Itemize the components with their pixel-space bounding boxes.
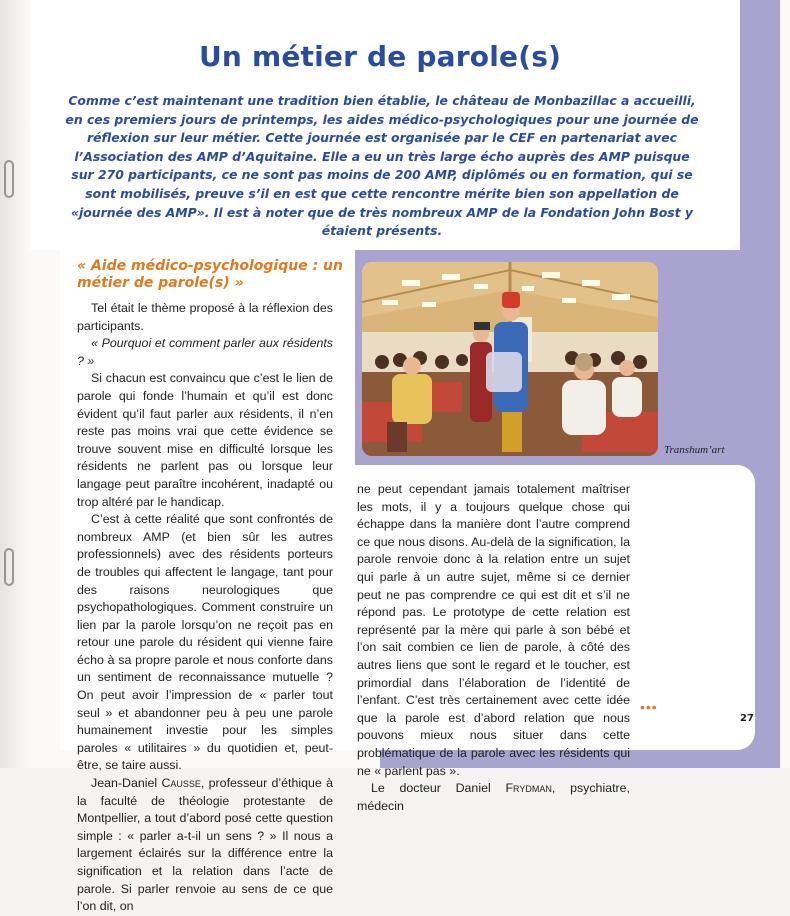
paragraph: Si chacun est convaincu que c’est le lien de parole qui fonde l’humain et qu’il est donc évident qu’il faut parler aux résidents, il n’en reste pas moins vrai que cette évidence se trouve souvent mise en difficulté lorsque les résidents ne parlent pas ou lorsque leur langage peut paraître incohérent, inadapté ou trop altéré par le handicap. xyxy=(77,371,333,509)
paragraph xyxy=(357,780,630,815)
article-title: Un métier de parole(s) xyxy=(198,40,562,73)
paragraph: Tel était le thème proposé à la réflexion des participants. xyxy=(77,301,333,333)
paragraph: ne peut cependant jamais totalement maîtriser les mots, il y a toujours quelque chose qui échappe dans la manière dont l’autre comprend ce que nous disons. Au-delà de la signification, la parole renvoie donc à la relation entre un sujet qui parle à un autre sujet, même si ce dernier peut ne pas comprendre ce qui est dit et s’il ne répond pas. Le prototype de cette relation est représenté par la mère qui parle à son bébé et l’on sait combien ce lien de parole, à côté des autres liens que sont le regard et le toucher, est primordial dans l’élaboration de l’identité de l’enfant. C’est très certainement avec cette idée que la parole est d’abord relation que nous pouvons mieux nous situer dans cette problématique de la parole avec les résidents qui ne « parlent pas ». xyxy=(357,482,630,778)
paragraph-text: , psychiatre, médecin xyxy=(357,781,630,813)
right-text-column xyxy=(357,481,630,815)
event-photo-illustration xyxy=(362,262,658,456)
speaker-last-name: Causse xyxy=(161,776,201,791)
speaker-first-name: Jean-Daniel xyxy=(91,776,162,791)
binding-clip-bottom xyxy=(4,548,14,586)
article-intro: Comme c’est maintenant une tradition bien établie, le château de Monbazillac a accueilli, en ces premiers jours de printemps, les aides médico-psychologiques pour une journée de réflexion sur leur métier. Cette journée est organisée par le CEF en partenariat avec l’Association des AMP d’Aquitaine. Elle a eu un très large écho auprès des AMP puisque sur 270 participants, ce ne sont pas moins de 200 AMP, diplômés ou en formation, qui se sont mobilisés, preuve s’il en est que cette rencontre mérite bien son appellation de «journée des AMP». Il est à noter que de très nombreux AMP de la Fondation John Bost y étaient présents. xyxy=(65,93,699,239)
page-number: 27 xyxy=(740,713,754,724)
paragraph-text: , professeur d’éthique à la faculté de théologie protestante de Montpellier, a tout d’abord posé cette question simple : « parler a-t-il un sens ? » Il nous a largement éclairés sur la différence entre la signification et la relation dans l’acte de parole. Si parler renvoie au sens de ce que l’on dit, on xyxy=(77,776,333,914)
event-photo xyxy=(362,262,658,456)
binding-clip-top xyxy=(4,160,14,198)
section-subheading: « Aide médico-psychologique : un métier de parole(s) » xyxy=(77,258,343,291)
left-text-column xyxy=(77,300,333,916)
paragraph: C’est à cette réalité que sont confrontés de nombreux AMP (et bien sûr les autres professionnels) avec des résidents porteurs de troubles qui affectent le langage, tant pour des raisons neurologiques que psychopathologiques. Comment construire un lien par la parole lorsqu’on ne reçoit pas en retour une parole du résident qui vienne faire écho à sa propre parole et nous conforte dans un sentiment de reconnaissance mutuelle ? On peut avoir l’impression de « parler tout seul » et abandonner peu à peu une parole humainement investie pour les simples paroles « utilitaires » du quotidien et, peut-être, se taire aussi. xyxy=(77,512,333,773)
paragraph xyxy=(77,775,333,916)
speaker-last-name: Frydman xyxy=(505,781,552,796)
photo-caption: Transhum’art xyxy=(664,444,725,456)
quoted-question: « Pourquoi et comment parler aux résidents ? » xyxy=(77,336,333,368)
continue-marker: ••• xyxy=(640,699,658,715)
paragraph-text: Le docteur Daniel xyxy=(371,781,506,796)
binding-spine xyxy=(0,0,30,768)
